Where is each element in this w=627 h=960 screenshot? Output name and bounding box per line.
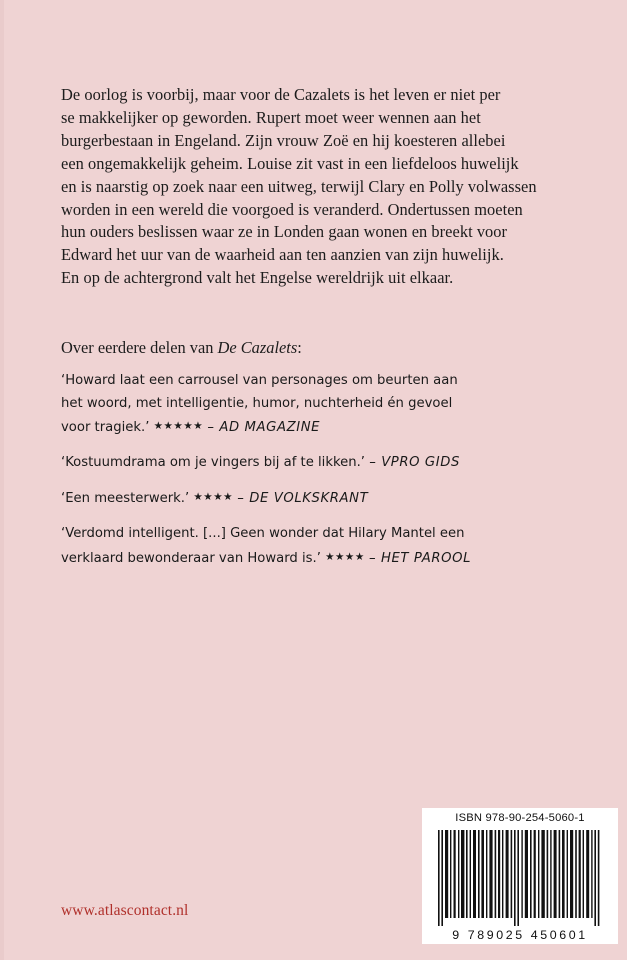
quote-line <box>61 546 601 571</box>
cover-edge <box>0 0 4 960</box>
reviews-intro-prefix: Over eerdere delen van <box>61 338 218 357</box>
blurb-line: se makkelijker op geworden. Rupert moet weer wennen aan het <box>61 107 481 127</box>
blurb-line: worden in een wereld die voorgoed is veranderd. Ondertussen moeten <box>61 199 523 219</box>
isbn-barcode <box>422 808 618 944</box>
blurb-line: hun ouders beslissen waar ze in Londen gaan wonen en breekt voor <box>61 222 508 242</box>
review-quotes <box>61 370 601 582</box>
review-quote <box>61 452 601 475</box>
quote-line <box>61 415 601 440</box>
blurb-line: En op de achtergrond valt het Engelse wereldrijk uit elkaar. <box>61 268 454 288</box>
quote-source: – VPRO GIDS <box>369 454 460 470</box>
review-quote <box>61 523 601 570</box>
quote-text: verklaard bewonderaar van Howard is.’ <box>61 550 321 566</box>
blurb-line: De oorlog is voorbij, maar voor de Cazalets is het leven er niet per <box>61 85 501 104</box>
star-rating: ★★★★ <box>193 491 234 504</box>
review-quote <box>61 486 601 511</box>
back-cover-blurb <box>61 84 601 290</box>
quote-line <box>61 486 601 511</box>
quote-source: – DE VOLKSKRANT <box>237 491 369 507</box>
quote-text: voor tragiek.’ <box>61 420 150 436</box>
quote-line: ‘Howard laat een carrousel van personages om beurten aan <box>61 373 458 388</box>
quote-source: – AD MAGAZINE <box>207 420 321 436</box>
reviews-intro-suffix: : <box>297 338 302 357</box>
quote-line: ‘Verdomd intelligent. [...] Geen wonder dat Hilary Mantel een <box>61 525 465 541</box>
star-rating: ★★★★ <box>325 550 365 563</box>
publisher-website-link[interactable]: www.atlascontact.nl <box>61 902 189 919</box>
reviews-intro <box>61 336 302 359</box>
blurb-line: een ongemakkelijk geheim. Louise zit vast in een liefdeloos huwelijk <box>61 153 519 173</box>
quote-source: – HET PAROOL <box>368 550 472 566</box>
barcode-icon <box>430 830 610 926</box>
blurb-line: Edward het uur van de waarheid aan ten aanzien van zijn huwelijk. <box>61 245 504 265</box>
quote-line: het woord, met intelligentie, humor, nuchterheid én gevoel <box>61 395 453 411</box>
quote-text: ‘Een meesterwerk.’ <box>61 491 190 507</box>
series-title: De Cazalets <box>217 338 298 357</box>
review-quote <box>61 370 601 440</box>
blurb-line: en is naarstig op zoek naar een uitweg, terwijl Clary en Polly volwassen <box>61 176 537 196</box>
ean-digits: 9 789025 450601 <box>452 928 588 942</box>
blurb-line: burgerbestaan in Engeland. Zijn vrouw Zoë en hij koesteren allebei <box>61 130 506 150</box>
isbn-label: ISBN 978-90-254-5060-1 <box>455 812 585 824</box>
quote-line <box>61 452 601 475</box>
quote-text: ‘Kostuumdrama om je vingers bij af te likken.’ <box>61 454 365 470</box>
star-rating: ★★★★★ <box>153 420 204 433</box>
